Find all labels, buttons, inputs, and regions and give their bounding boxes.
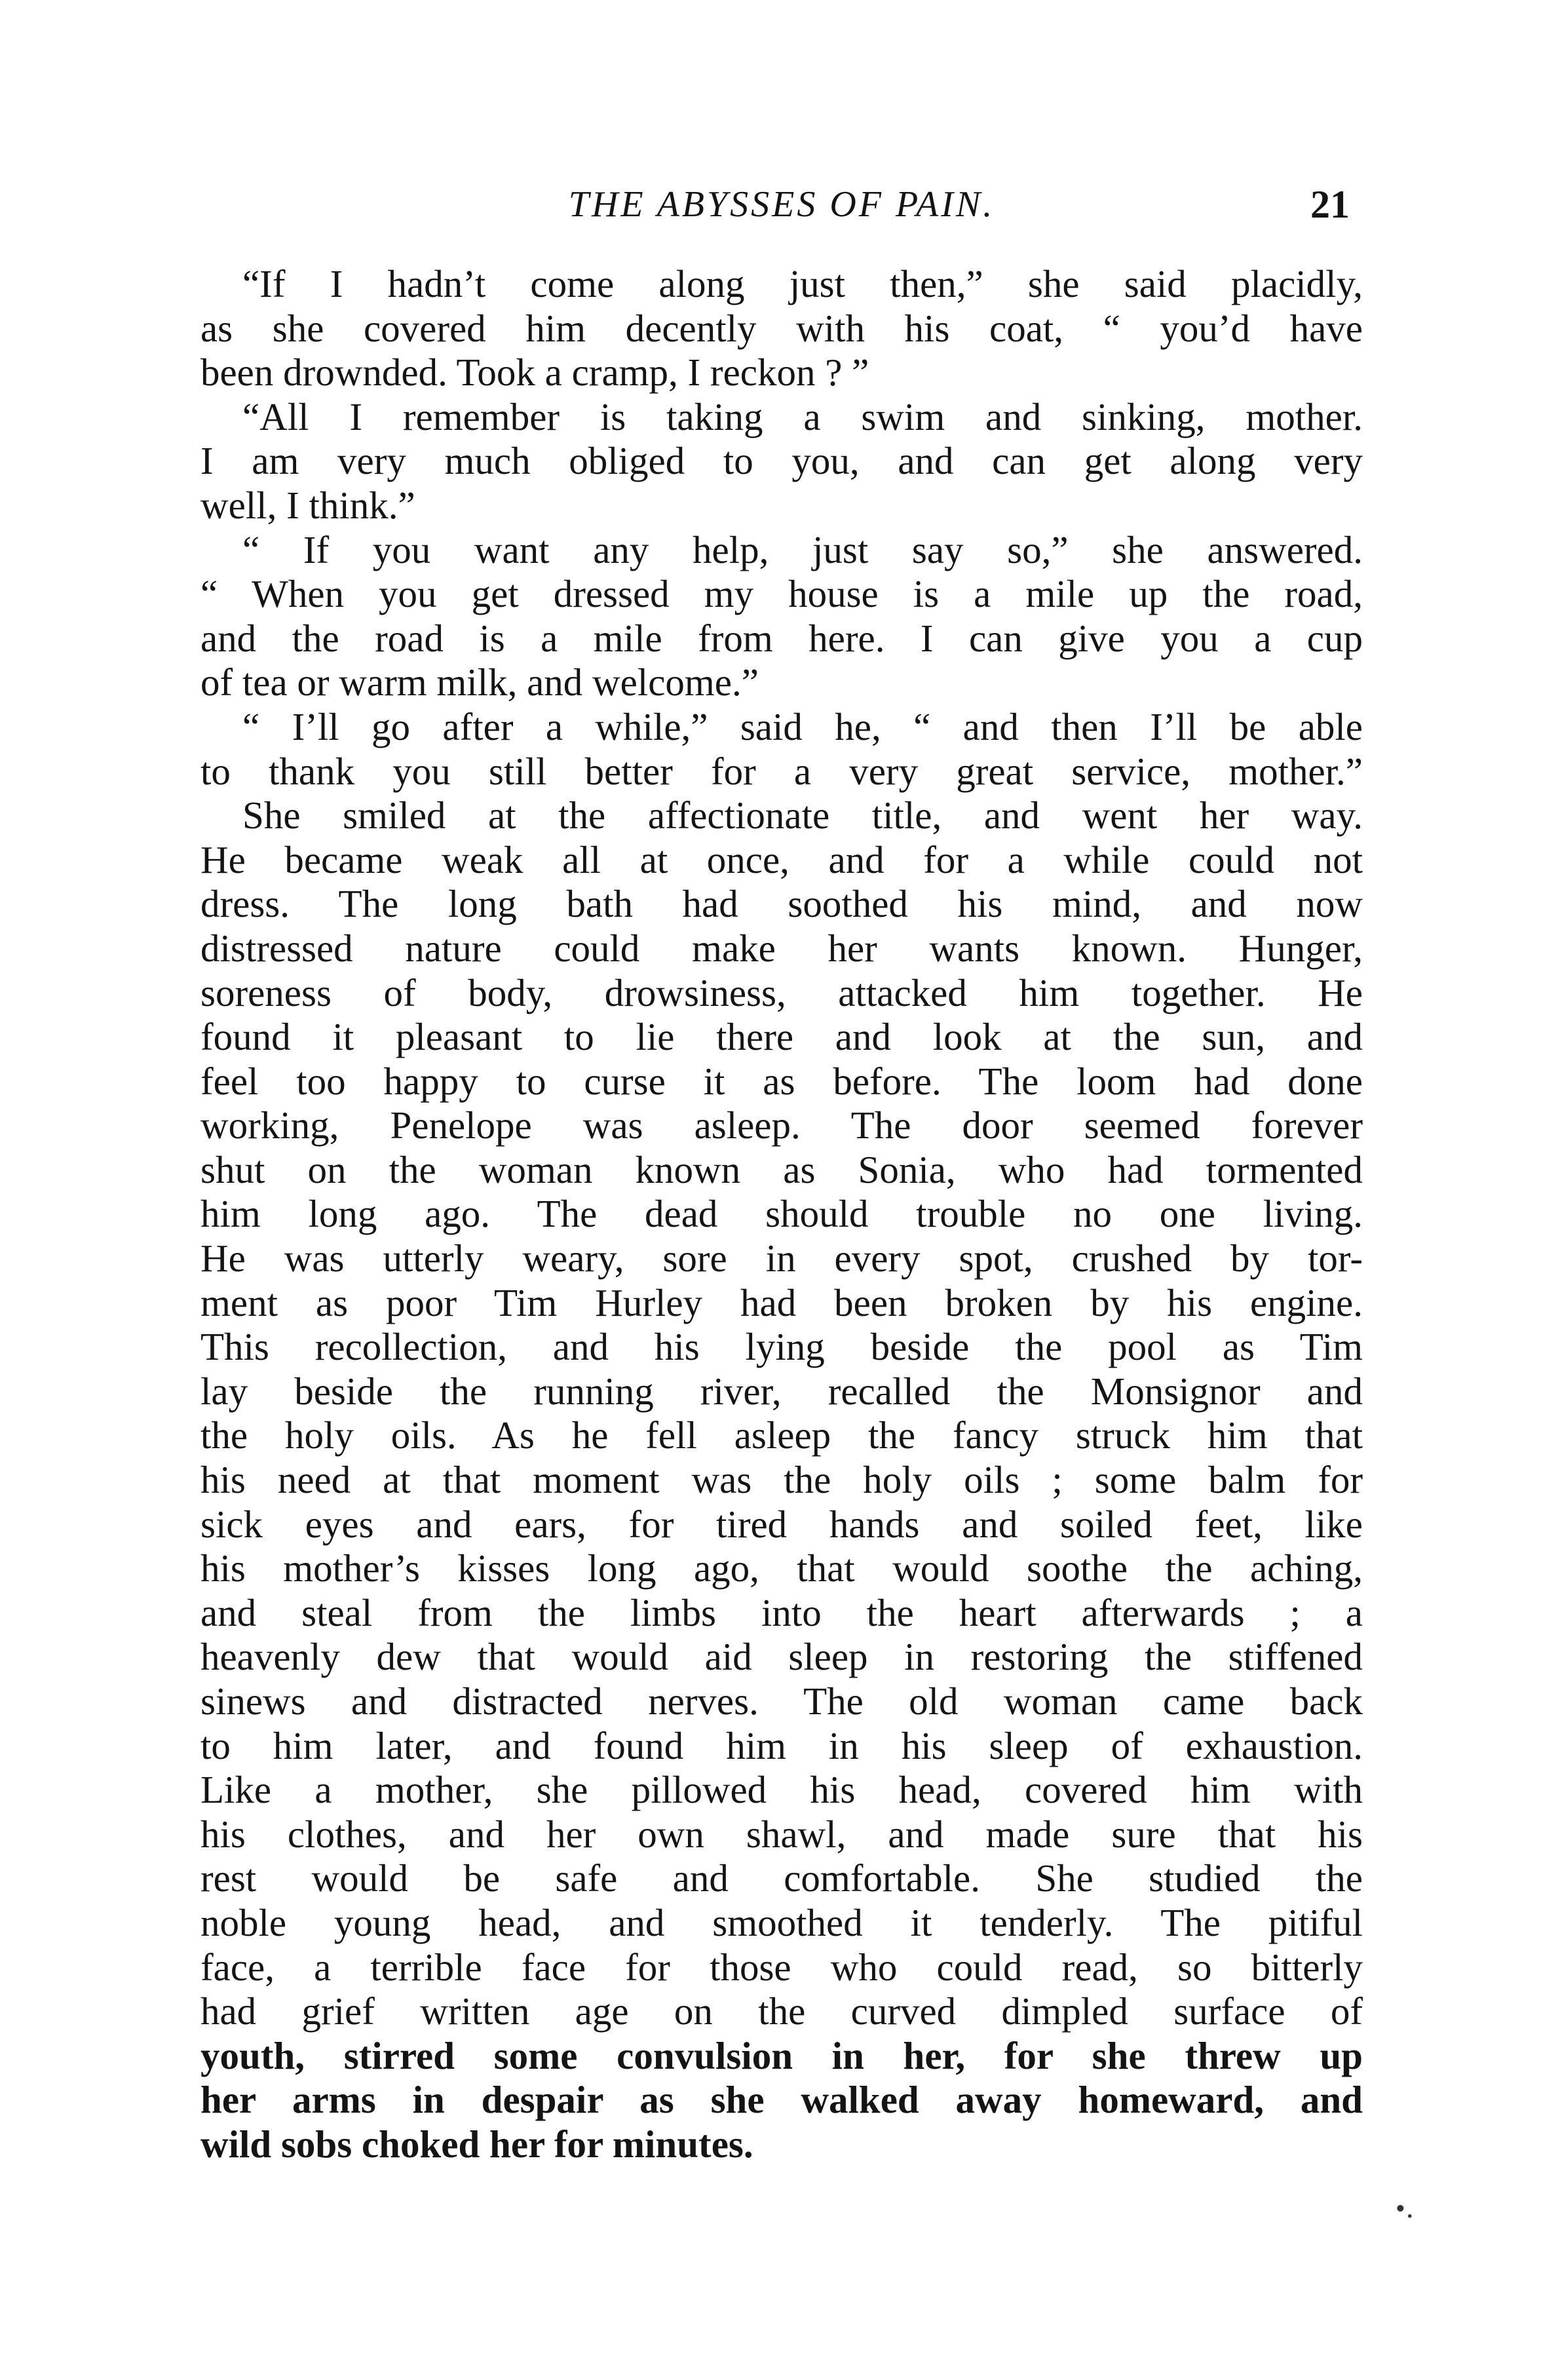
text-line: I am very much obliged to you, and can get along very <box>200 439 1363 483</box>
text-line: the holy oils. As he fell asleep the fancy struck him that <box>200 1413 1363 1457</box>
text-line: her arms in despair as she walked away homeward, and <box>200 2078 1363 2122</box>
text-line: rest would be safe and comfortable. She studied the <box>200 1856 1363 1900</box>
text-line: his mother’s kisses long ago, that would soothe the aching, <box>200 1546 1363 1590</box>
text-line: shut on the woman known as Sonia, who had tormented <box>200 1147 1363 1191</box>
text-line: This recollection, and his lying beside the pool as Tim <box>200 1325 1363 1369</box>
text-line: had grief written age on the curved dimpled surface of <box>200 1989 1363 2033</box>
text-line: He became weak all at once, and for a while could not <box>200 837 1363 881</box>
text-line: and steal from the limbs into the heart afterwards ; a <box>200 1590 1363 1634</box>
text-line: sick eyes and ears, for tired hands and soiled feet, like <box>200 1502 1363 1546</box>
text-line: sinews and distracted nerves. The old woman came back <box>200 1679 1363 1723</box>
text-line: “ When you get dressed my house is a mile up the road, <box>200 572 1363 616</box>
text-line: distressed nature could make her wants known. Hunger, <box>200 926 1363 970</box>
text-line: youth, stirred some convulsion in her, for she threw up <box>200 2033 1363 2077</box>
text-line: wild sobs choked her for minutes. <box>200 2122 753 2166</box>
text-line: his clothes, and her own shawl, and made sure that his <box>200 1812 1363 1856</box>
text-line: She smiled at the affectionate title, and went her way. <box>242 794 1363 837</box>
running-title: THE ABYSSES OF PAIN. <box>568 184 995 225</box>
text-line: face, a terrible face for those who could read, so bitterly <box>200 1945 1363 1989</box>
text-line: him long ago. The dead should trouble no one living. <box>200 1192 1363 1236</box>
ink-smudge-mark: •․ <box>1396 2194 1415 2224</box>
text-line: his need at that moment was the holy oils ; some balm for <box>200 1458 1363 1502</box>
text-line: Like a mother, she pillowed his head, covered him with <box>200 1768 1363 1812</box>
text-line: heavenly dew that would aid sleep in restoring the stiffened <box>200 1635 1363 1679</box>
text-line: well, I think.” <box>200 483 415 527</box>
text-line: to him later, and found him in his sleep of exhaustion. <box>200 1723 1363 1767</box>
text-line: soreness of body, drowsiness, attacked him together. He <box>200 970 1363 1014</box>
text-line: He was utterly weary, sore in every spot, crushed by tor- <box>200 1237 1363 1280</box>
body-text <box>200 262 1363 2167</box>
page-number: 21 <box>1310 183 1350 226</box>
text-line: noble young head, and smoothed it tenderly. The pitiful <box>200 1900 1363 1944</box>
text-line: ment as poor Tim Hurley had been broken by his engine. <box>200 1280 1363 1324</box>
text-line: feel too happy to curse it as before. The loom had done <box>200 1059 1363 1103</box>
text-line: of tea or warm milk, and welcome.” <box>200 661 759 704</box>
text-line: and the road is a mile from here. I can give you a cup <box>200 616 1363 660</box>
text-line: “ I’ll go after a while,” said he, “ and then I’ll be able <box>242 704 1363 748</box>
text-line: found it pleasant to lie there and look at the sun, and <box>200 1015 1363 1059</box>
text-line: been drownded. Took a cramp, I reckon ? ” <box>200 351 869 394</box>
text-line: lay beside the running river, recalled the Monsignor and <box>200 1369 1363 1413</box>
text-line: “All I remember is taking a swim and sinking, mother. <box>242 394 1363 438</box>
text-line: as she covered him decently with his coat, “ you’d have <box>200 306 1363 350</box>
text-line: working, Penelope was asleep. The door seemed forever <box>200 1104 1363 1147</box>
text-line: to thank you still better for a very great service, mother.” <box>200 749 1363 793</box>
text-line: dress. The long bath had soothed his mind, and now <box>200 882 1363 926</box>
text-line: “If I hadn’t come along just then,” she said placidly, <box>242 262 1363 305</box>
running-head <box>200 178 1363 231</box>
text-line: “ If you want any help, just say so,” she answered. <box>242 528 1363 571</box>
